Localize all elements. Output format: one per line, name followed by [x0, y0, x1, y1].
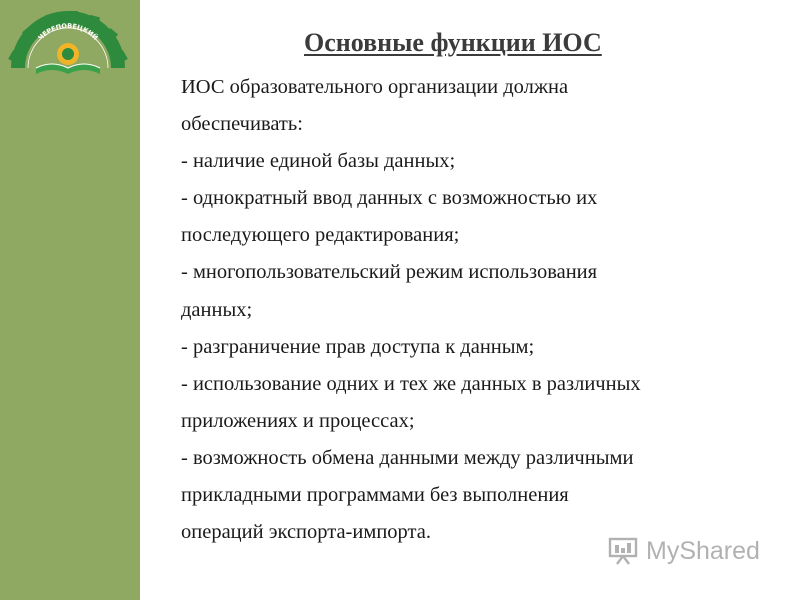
book-icon [36, 64, 100, 74]
body-line: операций экспорта-импорта. [181, 521, 431, 544]
body-line: - использование одних и тех же данных в различных [181, 372, 641, 395]
body-line: - наличие единой базы данных; [181, 150, 456, 173]
body-line: данных; [181, 298, 253, 321]
logo-text: ЧЕРЕПОВЕЦКИЙ [36, 21, 100, 42]
body-line: ИОС образовательного организации должна [181, 76, 569, 98]
body-line: последующего редактирования; [181, 224, 460, 247]
slide-title: Основные функции ИОС [304, 28, 602, 57]
sidebar-stripe [0, 0, 140, 600]
body-line: приложениях и процессах; [181, 409, 415, 432]
slide-body [181, 69, 791, 551]
body-line: - многопользовательский режим использования [181, 261, 598, 284]
body-line: - разграничение прав доступа к данным; [181, 335, 535, 358]
body-line: прикладными программами без выполнения [181, 484, 569, 507]
watermark-text: MyShared [646, 536, 760, 565]
body-line: - возможность обмена данными между различными [181, 446, 634, 469]
college-logo [6, 8, 130, 78]
myshared-watermark [608, 536, 760, 566]
body-line: обеспечивать: [181, 113, 303, 136]
presentation-screen-icon [608, 536, 640, 566]
body-line: - однократный ввод данных с возможностью их [181, 187, 598, 210]
